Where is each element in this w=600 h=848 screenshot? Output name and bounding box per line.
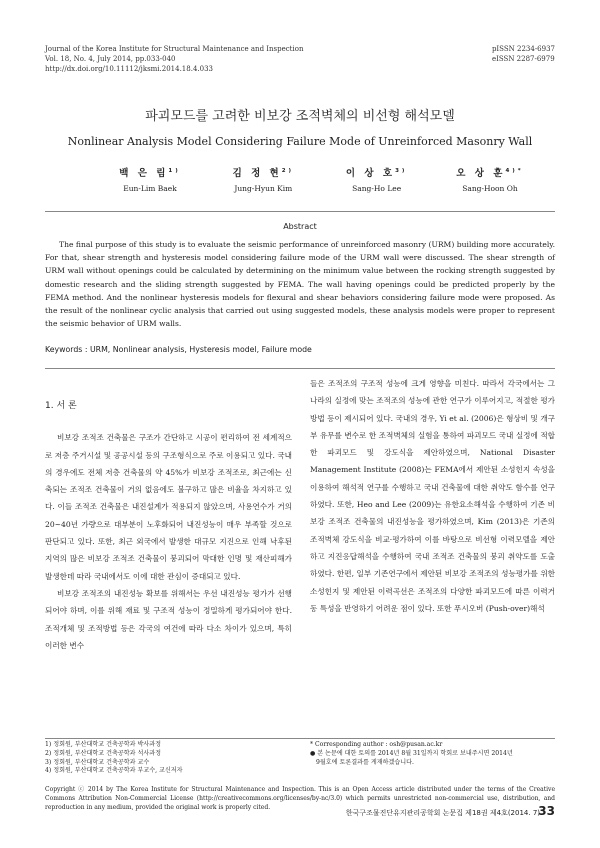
footnote: 9월호에 토론결과를 게재하겠습니다. (316, 758, 414, 766)
author-2 (213, 165, 313, 193)
corresponding-author: * Corresponding author : osh@pusan.ac.kr (310, 741, 443, 748)
title-english: Nonlinear Analysis Model Considering Failure Mode of Unreinforced Masonry Wall (67, 135, 533, 148)
author-affil-mark: 4)* (505, 167, 524, 174)
page-number: 33 (538, 804, 555, 818)
body-paragraph: 비보강 조적조 건축물은 구조가 간단하고 시공이 편리하여 전 세계적으로 저층 주거시설 및 공공시설 등의 구조형식으로 주로 이용되고 있다. 국내의 경우에도 전체 저층 건축물의 약 45%가 비보강 조적조로, 최근에는 신축되는 조적조 건축물이 거의 없음에도 불구하고 많은 비율을 차지하고 있다. 이들 조적조 건축물은 내진설계가 적용되지 않았으며, 사용연수가 거의 20~40년 가량으로 대부분이 노후화되어 내진성능이 매우 부족할 것으로 판단되고 있다. 또한, 최근 외국에서 발생한 대규모 지진으로 인해 낙후된 지역의 많은 비보강 조적조 건축물이 붕괴되어 막대한 인명 및 재산피해가 발생한데 따라 국내에서도 이에 대한 관심이 증대되고 있다. (45, 433, 292, 581)
author-ko-name: 김 정 현 (232, 168, 282, 179)
author-4 (440, 165, 540, 193)
author-ko-name: 백 은 림 (119, 168, 169, 179)
author-list (100, 165, 540, 193)
journal-footer: 한국구조물진단유지관리공학회 논문집 제18권 제4호(2014. 7) (345, 809, 540, 817)
author-ko-name: 오 상 훈 (456, 168, 506, 179)
body-paragraph: 들은 조적조의 구조적 성능에 크게 영향을 미친다. 따라서 각국에서는 그 나라의 실정에 맞는 조적조의 성능에 관한 연구가 이루어지고, 적절한 평가방법 등이 제시되어 있다. 국내의 경우, Yi et al. (2006)은 형상비 및 개구부 유무를 변수로 한 조적벽체의 실험을 통하여 파괴모드 국내 실정에 적합한 파괴모드 및 강도식을 제안하였으며, National Disaster Management Institute (2008)는 FEMA에서 제안된 소성힌지 속성을 이용하여 해석적 연구를 수행하고 국내 건축물에 대한 취약도 함수를 연구하였다. 또한, Heo and Lee (2009)는 유한요소해석을 수행하여 기존 비보강 조적조 건축물의 내진성능을 평가하였으며, Kim (2013)은 기존의 조적벽체 강도식을 비교·평가하여 이를 바탕으로 비선형 이력모델을 제안하고 지진응답해석을 수행하여 국내 조적조 건축물의 붕괴 취약도를 도출하였다. 한편, 일부 기존연구에서 제안된 비보강 조적조의 성능평가를 위한 소성힌지 및 제안된 이력곡선은 조적조의 다양한 파괴모드에 따른 이력거동 특성을 반영하기 어려운 점이 있다. 또한 푸시오버 (Push-over)해석 (310, 379, 555, 613)
footnote: ● 본 논문에 대한 토의를 2014년 8월 31일까지 학회로 보내주시면 2014년 (310, 749, 513, 757)
issn-block (492, 44, 555, 64)
right-column (310, 375, 555, 617)
footnote: 3) 정회원, 부산대학교 건축공학과 교수 (45, 758, 150, 766)
author-en-name: Eun-Lim Baek (123, 184, 177, 193)
section-heading: 1. 서 론 (45, 401, 77, 411)
journal-volume: Vol. 18, No. 4, July 2014, pp.033-040 (45, 55, 176, 63)
divider (45, 211, 555, 212)
footnote-divider (45, 738, 555, 739)
abstract-heading: Abstract (283, 222, 317, 231)
author-en-name: Sang-Ho Lee (352, 184, 402, 193)
doi-link[interactable]: http://dx.doi.org/10.11112/jksmi.2014.18.4.033 (45, 65, 213, 73)
journal-name: Journal of the Korea Institute for Structural Maintenance and Inspection (45, 45, 304, 53)
author-1 (100, 165, 200, 193)
author-affil-mark: 1) (168, 167, 181, 174)
body-paragraph: 비보강 조적조의 내진성능 확보를 위해서는 우선 내진성능 평가가 선행되어야 하며, 이를 위해 재료 및 구조적 성능이 정밀하게 평가되어야 한다. 조적개체 및 조적방법 등은 각국의 여건에 따라 다소 차이가 있으며, 특히 이러한 변수 (45, 588, 292, 650)
author-affil-mark: 2) (281, 167, 295, 174)
footnote: 2) 정회원, 부산대학교 건축공학과 석사과정 (45, 749, 162, 757)
keywords-list: URM, Nonlinear analysis, Hysteresis model, Failure mode (89, 345, 312, 354)
author-affil-mark: 3) (395, 167, 408, 174)
divider (45, 368, 555, 369)
footnotes-affiliations (45, 741, 183, 776)
footnote: 1) 정회원, 부산대학교 건축공학과 박사과정 (45, 741, 162, 748)
pissn: pISSN 2234-6937 (491, 45, 555, 53)
keywords-label: Keywords : (45, 345, 88, 354)
eissn: eISSN 2287-6979 (491, 55, 555, 63)
copyright-notice: Copyright ⓒ 2014 by The Korea Institute for Structural Maintenance and Inspection. This is an Open Access article distributed under the terms of the Creative Commons Attribution Non-Commercial License (http://creativecommons.org/licenses/by-nc/3.0) which permits unrestricted non-commercial use, distribution, and reproduction in any medium, provided the original work is properly cited. (45, 786, 555, 811)
footnote: 4) 정회원, 부산대학교 건축공학과 부교수, 교신저자 (45, 767, 183, 775)
title-korean: 파괴모드를 고려한 비보강 조적벽체의 비선형 해석모델 (145, 109, 455, 124)
abstract-text: The final purpose of this study is to evaluate the seismic performance of unreinforced masonry (URM) building more accurately. For that, shear strength and hysteresis model considering failure mode of the URM wall were discussed. The shear strength of URM wall without openings could be calculated by determining on the minimum value between the rocking strength suggested by domestic research and the sliding strength suggested by FEMA. The wall having openings could be predicted properly by the FEMA method. And the nonlinear hysteresis models for flexural and shear behaviors considering failure mode were proposed. As the result of the nonlinear cyclic analysis that carried out using suggested models, these analysis models were proper to represent the seismic behavior of URM walls. (45, 240, 555, 329)
author-ko-name: 이 상 호 (345, 168, 396, 179)
keywords (45, 345, 312, 354)
left-column (45, 392, 292, 654)
author-3 (327, 165, 427, 193)
author-en-name: Sang-Hoon Oh (462, 184, 518, 193)
journal-header (45, 44, 303, 74)
footnotes-notes (310, 741, 513, 767)
author-en-name: Jung-Hyun Kim (234, 184, 293, 193)
